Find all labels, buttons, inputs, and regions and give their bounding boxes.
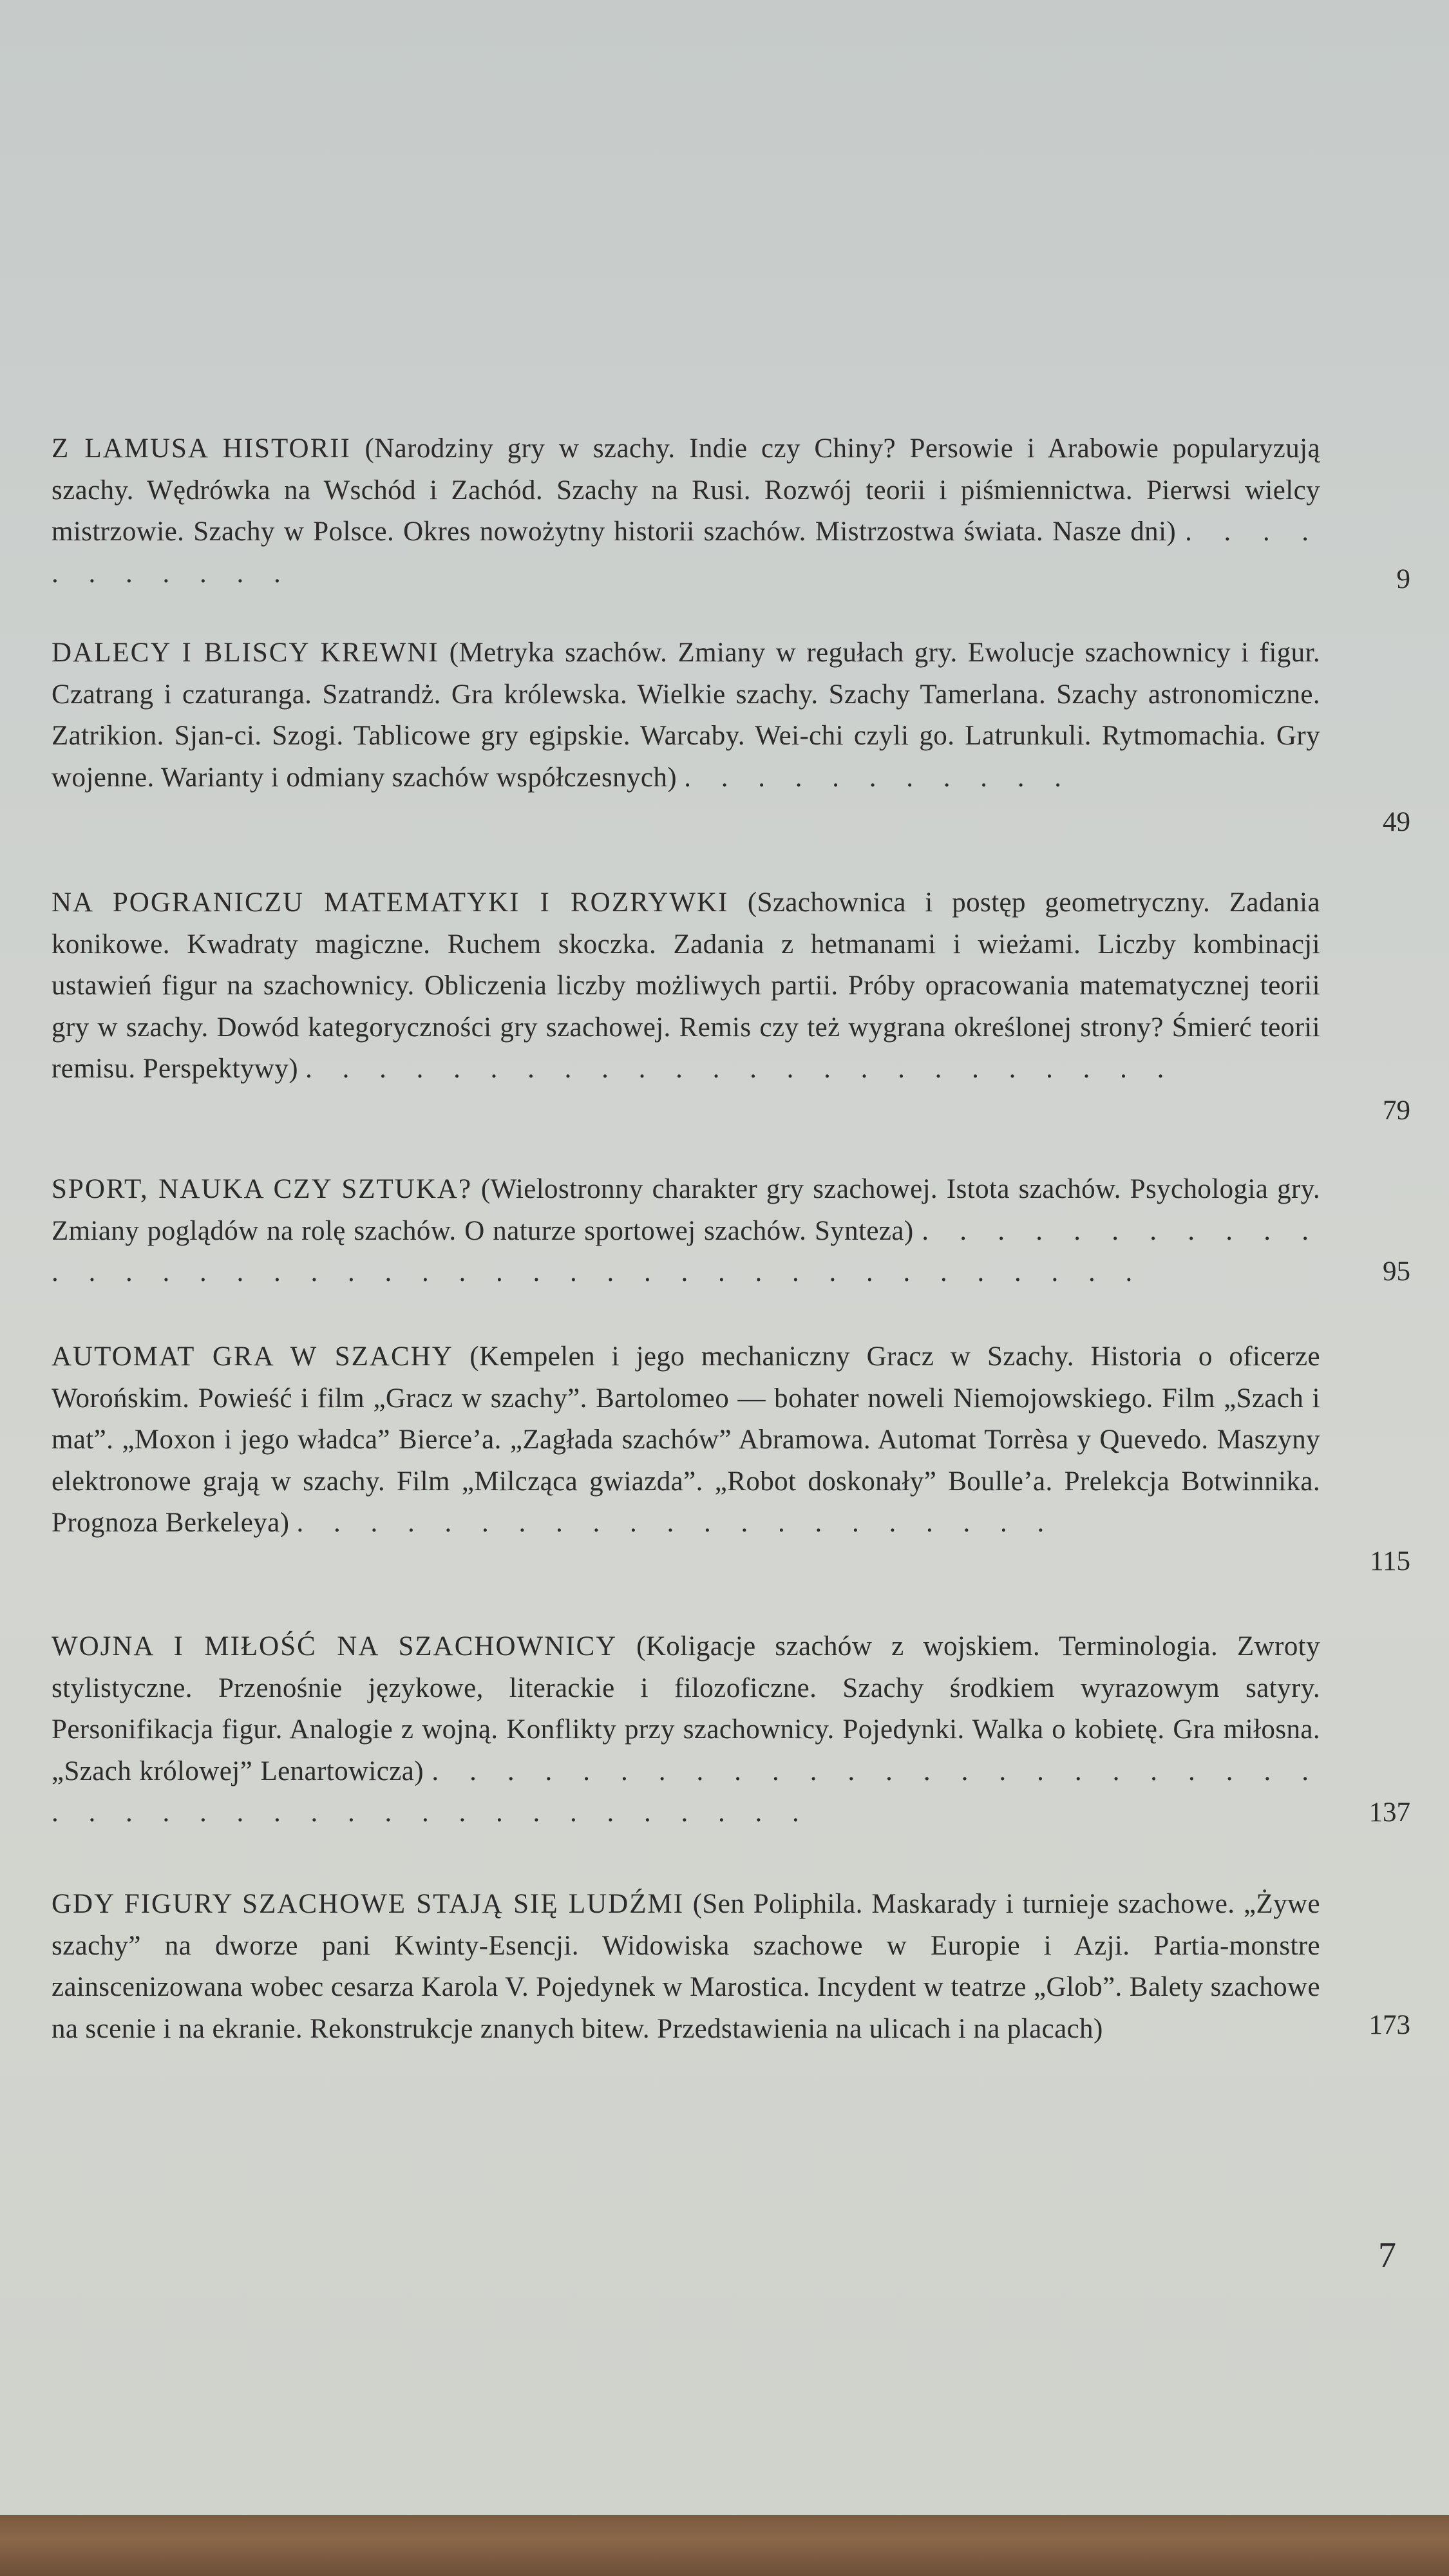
toc-entry-description: (Metryka szachów. Zmiany w regułach gry. Ewolucje szachownicy i figur. Czatrang i czaturanga. Szatrandż. Gra królewska. Wielkie szachy. Szachy Tamerlana. Szachy astronomiczne. Zatrikion. Sjan-ci. Szogi. Tablicowe gry egipskie. Warcaby. Wei-chi czyli go. Latrunkuli. Rytmomachia. Gry wojenne. Warianty i odmiany szachów współczesnych) xyxy=(52,638,1320,793)
toc-entry-description: (Kempelen i jego mechaniczny Gracz w Szachy. Historia o oficerze Worońskim. Powieść i film „Gracz w szachy”. Bartolomeo — bohater noweli Niemojowskiego. Film „Szach i mat”. „Moxon i jego władca” Bierce’a. „Zagłada szachów” Abramowa. Automat Torrèsa y Quevedo. Maszyny elektronowe grają w szachy. Film „Milcząca gwiazda”. „Robot doskonały” Boulle’a. Prelekcja Botwinnika. Prognoza Berkeleya) xyxy=(52,1341,1320,1538)
toc-page-number: 95 xyxy=(1383,1256,1410,1287)
toc-entry-description: (Wielostronny charakter gry szachowej. Istota szachów. Psychologia gry. Zmiany poglądów na rolę szachów. O naturze sportowej szachów. Synteza) xyxy=(52,1174,1320,1246)
toc-entry-title: WOJNA I MIŁOŚĆ NA SZACHOWNICY xyxy=(52,1631,618,1662)
toc-entry-title: SPORT, NAUKA CZY SZTUKA? xyxy=(52,1174,473,1204)
toc-entry-title: AUTOMAT GRA W SZACHY xyxy=(52,1341,453,1372)
page-folio-number: 7 xyxy=(1378,2235,1396,2275)
toc-entry-text xyxy=(52,1336,1320,1544)
toc-entry-text xyxy=(52,1884,1320,2050)
toc-leader-dots: . . . . . . . . . . . . . . . . . . . . . . . . . . . . . . . . . . . . . . . . . xyxy=(52,1215,1321,1287)
toc-page-number: 173 xyxy=(1368,2010,1410,2040)
toc-page-number: 9 xyxy=(1396,564,1410,594)
toc-entry-description: (Sen Poliphila. Maskarady i turnieje szachowe. „Żywe szachy” na dworze pani Kwinty-Esencji. Widowiska szachowe w Europie i Azji. Partia-monstre zainscenizowana wobec cesarza Karola V. Pojedynek w Marostica. Incydent w teatrze „Glob”. Balety szachowe na scenie i na ekranie. Rekonstrukcje znanych bitew. Przedstawienia na ulicach i na placach) xyxy=(52,1889,1320,2044)
toc-entry-text xyxy=(52,428,1320,594)
toc-entry-text xyxy=(52,1169,1320,1294)
toc-entry-text xyxy=(52,882,1320,1090)
toc-page-number: 79 xyxy=(1383,1095,1410,1126)
toc-page-number: 115 xyxy=(1370,1546,1410,1577)
toc-leader-dots: . . . . . . . . . . . . . . . . . . . . . . . . . . . . . . . . . . . . . . . . . . . . . xyxy=(52,1756,1320,1828)
toc-leader-dots: . . . . . . . . . . . . . . . . . . . . . xyxy=(296,1508,1056,1538)
wooden-table-edge xyxy=(0,2515,1449,2576)
toc-entry-description: (Narodziny gry w szachy. Indie czy Chiny? Persowie i Arabowie popularyzują szachy. Wędrówka na Wschód i Zachód. Szachy na Rusi. Rozwój teorii i piśmiennictwa. Pierwsi wielcy mistrzowie. Szachy w Polsce. Okres nowożytny historii szachów. Mistrzostwa świata. Nasze dni) xyxy=(52,433,1320,547)
toc-entry-description: (Koligacje szachów z wojskiem. Terminologia. Zwroty stylistyczne. Przenośnie językowe, literackie i filozoficzne. Szachy środkiem wyrazowym satyry. Personifikacja figur. Analogie z wojną. Konflikty przy szachownicy. Pojedynki. Walka o kobietę. Gra miłosna. „Szach królowej” Lenartowicza) xyxy=(52,1631,1320,1786)
toc-leader-dots: . . . . . . . . . . . . . . . . . . . . . . . . xyxy=(305,1054,1176,1084)
table-of-contents xyxy=(52,0,1410,2318)
toc-entry-text xyxy=(52,1626,1320,1834)
toc-page-number: 137 xyxy=(1368,1797,1410,1828)
toc-entry-title: GDY FIGURY SZACHOWE STAJĄ SIĘ LUDŹMI xyxy=(52,1889,685,1919)
toc-entry-title: Z LAMUSA HISTORII xyxy=(52,433,351,464)
toc-leader-dots: . . . . . . . . . . . xyxy=(684,762,1073,793)
toc-entry-title: DALECY I BLISCY KREWNI xyxy=(52,638,439,668)
toc-entry-text xyxy=(52,632,1320,799)
toc-entry-description: (Szachownica i postęp geometryczny. Zadania konikowe. Kwadraty magiczne. Ruchem skoczka. Zadania z hetmanami i wieżami. Liczby kombinacji ustawień figur na szachownicy. Obliczenia liczby możliwych partii. Próby opracowania matematycznej teorii gry w szachy. Dowód kategoryczności gry szachowej. Remis czy też wygrana określonej strony? Śmierć teorii remisu. Perspektywy) xyxy=(52,887,1320,1084)
toc-leader-dots: . . . . . . . . . . . xyxy=(52,516,1321,589)
toc-entry-title: NA POGRANICZU MATEMATYKI I ROZRYWKI xyxy=(52,887,729,918)
toc-page-number: 49 xyxy=(1383,807,1410,837)
